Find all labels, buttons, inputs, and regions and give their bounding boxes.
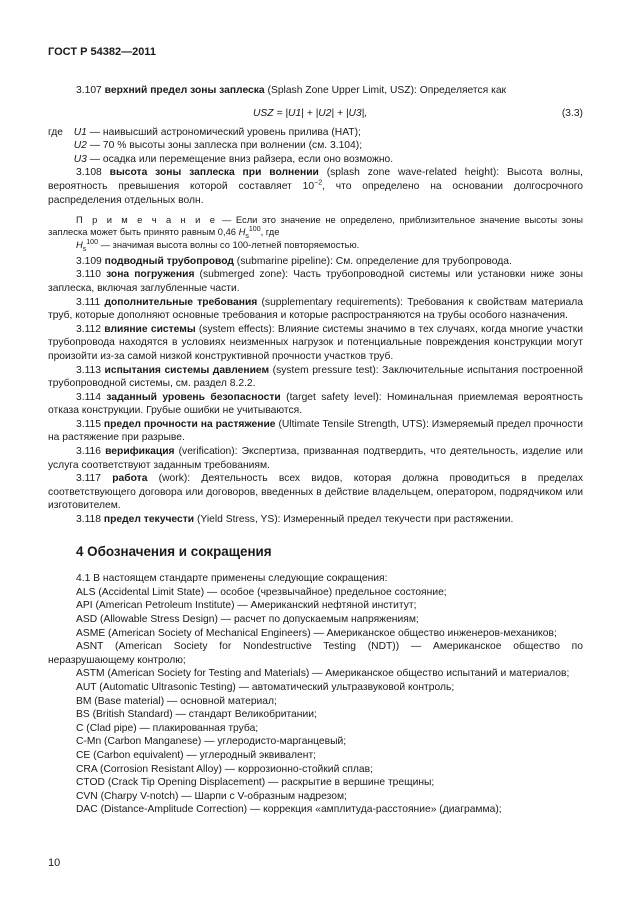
note-block: П р и м е ч а н и е — Если это значение не определено, приблизительное значение высоты зоны заплеска может быть принято равным 0,46 $H_s^{100}$, где $H_s^{100}$ — значимая высота волны со 100-летней повторяемостью. [48, 214, 583, 253]
definition-item: 3.109 подводный трубопровод (submarine pipeline): См. определение для трубопровода. [76, 255, 512, 267]
abbreviation-item: BS (British Standard) — стандарт Великобритании; [76, 709, 317, 721]
abbreviation-item: DAC (Distance-Amplitude Correction) — коррекция «амплитуда-расстояние» (диаграмма); [76, 804, 502, 816]
section-title: 4 Обозначения и сокращения [76, 543, 272, 559]
definition-item: 3.110 зона погружения (submerged zone): Часть трубопроводной системы или установки ниже зоны заплеска, включая заглубленные части. [48, 269, 583, 294]
formula-number: (3.3) [561, 107, 583, 119]
abbreviations-list [48, 572, 583, 817]
definition-item: 3.116 верификация (verification): Экспертиза, призванная подтвердить, что деятельность, изделие или услуга соответствуют заданным требованиям. [48, 446, 583, 471]
abbreviation-item: CE (Carbon equivalent) — углеродный эквивалент; [76, 749, 317, 761]
definition-3-108: 3.108 высота зоны заплеска при волнении (splash zone wave-related height): Высота волны, вероятность превышения которой составляет $10^{-2}$, что определено на основании долгосрочного распределения отдельных волн. [48, 167, 583, 206]
definition-3-107: 3.107 верхний предел зоны заплеска (Splash Zone Upper Limit, USZ): Определяется как [76, 85, 507, 96]
abbreviation-item: ASNT (American Society for Nondestructive Testing (NDT)) — Американское общество по неразрушающему контролю; [48, 641, 583, 666]
abbreviation-item: C (Clad pipe) — плакированная труба; [76, 722, 259, 734]
legend-row: U3 — осадка или перемещение вниз райзера, если оно возможно. [73, 153, 394, 165]
abbreviation-item: ALS (Accidental Limit State) — особое (чрезвычайное) предельное состояние; [76, 586, 447, 598]
definition-item: 3.118 предел текучести (Yield Stress, YS): Измеренный предел текучести при растяжении. [76, 514, 514, 526]
abbreviation-item: CRA (Corrosion Resistant Alloy) — коррозионно-стойкий сплав; [76, 763, 373, 775]
abbreviation-item: CVN (Charpy V-notch) — Шарпи с V-образным надрезом; [76, 790, 347, 802]
document-header: ГОСТ Р 54382—2011 [48, 46, 156, 58]
definitions-list [48, 255, 583, 527]
term: верхний предел зоны заплеска [104, 85, 265, 96]
definition-item: 3.115 предел прочности на растяжение (Ultimate Tensile Strength, UTS): Измеряемый предел прочности на растяжение при разрыве. [48, 418, 583, 444]
definition-item: 3.113 испытания системы давлением (system pressure test): Заключительные испытания построенной трубопроводной системы, см. раздел 8.2.2. [48, 364, 583, 390]
abbreviation-item: AUT (Automatic Ultrasonic Testing) — автоматический ультразвуковой контроль; [76, 681, 455, 693]
abbreviation-item: C-Mn (Carbon Manganese) — углеродисто-марганцевый; [76, 736, 347, 748]
formula-legend [48, 126, 583, 167]
legend-row: U2 — 70 % высоты зоны заплеска при волнении (см. 3.104); [73, 140, 363, 152]
definition-item: 3.112 влияние системы (system effects): Влияние системы значимо в тех случаях, когда многие участки трубопровода находятся в условиях неизменных нагрузок и потенциальные повреждения конструкции могут произойти из-за самой низкой конструктивной прочности участков труб. [48, 323, 583, 362]
definition-item: 3.117 работа (work): Деятельность всех видов, которая должна проводиться в пределах соответствующего договора или договоров, введенных в действие владельцем, оператором, подрядчиком или изготовителем. [48, 473, 583, 512]
abbreviation-item: ASME (American Society of Mechanical Engineers) — Американское общество инженеров-механиков; [76, 627, 557, 639]
abbreviation-item: CTOD (Crack Tip Opening Displacement) — раскрытие в вершине трещины; [76, 777, 435, 789]
legend-row: где U1 — наивысший астрономический уровень прилива (НАТ); [48, 126, 361, 138]
note-line-2: $H_s^{100}$ — значимая высота волны со 100-летней повторяемостью. [76, 238, 360, 253]
page-number: 10 [48, 857, 61, 869]
formula-expression: USZ = |U1| + |U2| + |U3|, [253, 107, 368, 119]
abbreviation-item: ASTM (American Society for Testing and Materials) — Американское общество испытаний и материалов; [76, 668, 570, 680]
definition-item: 3.111 дополнительные требования (supplementary requirements): Требования к свойствам материала труб, которые дополняют основные требования и которые распространяются на трубы особого назначения. [48, 296, 583, 322]
definition-item: 3.114 заданный уровень безопасности (target safety level): Номинальная приемлемая вероятность отказа конструкции. Грубые ошибки не учитываются. [48, 391, 583, 417]
formula-3-3 [48, 104, 583, 124]
abbreviation-item: API (American Petroleum Institute) — Американский нефтяной институт; [76, 600, 417, 612]
abbreviation-item: BM (Base material) — основной материал; [76, 695, 277, 707]
abbreviation-item: ASD (Allowable Stress Design) — расчет по допускаемым напряжениям; [76, 614, 419, 626]
section-intro: 4.1 В настоящем стандарте применены следующие сокращения: [76, 573, 388, 585]
page-content [48, 84, 583, 817]
note-label: П р и м е ч а н и е [76, 214, 218, 226]
